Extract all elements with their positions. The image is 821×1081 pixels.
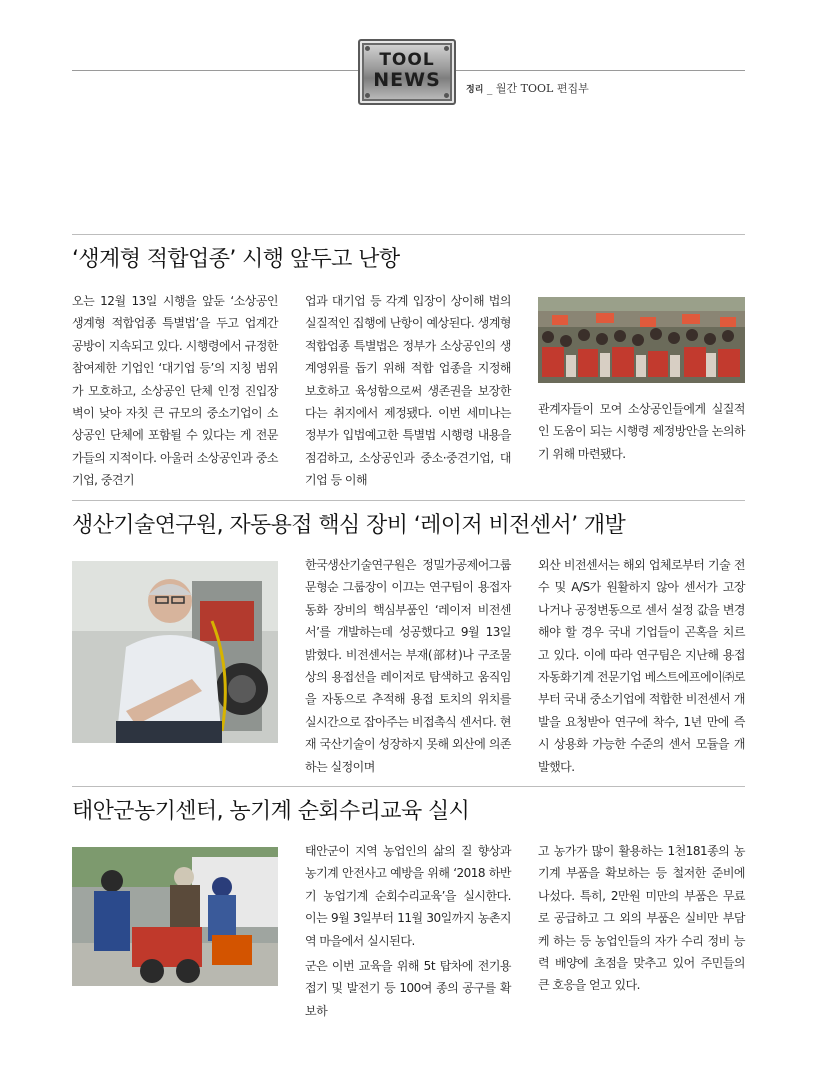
article-headline: ‘생계형 적합업종’ 시행 앞두고 난항 [72,247,400,272]
article-column: 태안군이 지역 농업인의 삶의 질 향상과 농기계 안전사고 예방을 위해 ‘2018 하반기 농업기계 순회수리교육’을 실시한다. 이는 9월 3일부터 11월 30일까지 농촌지역 마을에서 실시된다. [305,844,511,948]
researcher-with-equipment-image [72,561,278,743]
article-column: 오는 12월 13일 시행을 앞둔 ‘소상공인 생계형 적합업종 특별법’을 두고 업계간 공방이 지속되고 있다. 시행령에서 규정한 참여제한 기업인 ‘대기업 등’의 지칭 범위가 모호하고, 소상공인 단체 인정 진입장벽이 낮아 자칫 큰 규모의 중소기업이 소상공인 단체에 포함될 수 있다는 게 전문가들의 지적이다. 아울러 소상공인과 중소기업, 중견기 [72,294,278,488]
logo-text-news: NEWS [373,69,441,91]
article-column: 업과 대기업 등 각계 입장이 상이해 법의 실질적인 집행에 난항이 예상된다. 생계형 적합업종 특별법은 정부가 소상공인의 생계영위를 돕기 위해 적합 업종을 지정해 보호하고 육성함으로써 생존권을 보장한다는 취지에서 제정됐다. 이번 세미나는 정부가 입법예고한 특별법 시행령 내용을 점검하고, 소상공인과 중소·중견기업, 대기업 등 이해 [305,294,511,488]
protest-crowd-photo [538,297,745,383]
article-headline: 생산기술연구원, 자동용접 핵심 장비 ‘레이저 비전센서’ 개발 [72,513,626,538]
protest-crowd-image [538,297,745,383]
article-column: 관계자들이 모여 소상공인들에게 실질적인 도움이 되는 시행령 제정방안을 논의하기 위해 마련됐다. [538,402,745,461]
logo-bolt-icon [444,93,449,98]
editor-separator: _ [486,82,493,95]
logo-bolt-icon [444,46,449,51]
researcher-photo [72,561,278,743]
logo-text-tool: TOOL [379,50,435,70]
editor-label: 정리 [466,85,484,95]
logo-bolt-icon [365,93,370,98]
article-column: 외산 비전센서는 해외 업체로부터 기술 전수 및 A/S가 원활하지 않아 센서가 고장 나거나 공정변동으로 센서 설정 값을 변경해야 할 경우 국내 기업들이 곤혹을 치르고 있다. 이에 따라 연구팀은 지난해 용접자동화기계 전문기업 베스트에프에이㈜로부터 국내 중소기업에 적합한 비전센서 개발을 요청받아 연구에 착수, 1년 만에 즉시 상용화 가능한 수준의 센서 모듈을 개발했다. [538,558,745,774]
article-headline: 태안군농기센터, 농기계 순회수리교육 실시 [72,799,470,824]
section-divider [72,500,745,501]
section-divider [72,786,745,787]
editor-name: 월간 TOOL 편집부 [495,82,589,95]
article-column: 군은 이번 교육을 위해 5t 탑차에 전기용접기 및 발전기 등 100여 종의 공구를 확보하 [305,959,511,1018]
farm-machinery-photo [72,847,278,986]
farm-machinery-repair-image [72,847,278,986]
article-column: 한국생산기술연구원은 정밀가공제어그룹 문형순 그룹장이 이끄는 연구팀이 용접자동화 장비의 핵심부품인 ‘레이저 비전센서’를 개발하는데 성공했다고 9월 13일 밝혔다. 비전센서는 부재(部材)나 구조물 상의 용접선을 레이저로 탐색하고 움직임을 자동으로 추적해 용접 토치의 위치를 실시간으로 잡아주는 비접촉식 센서다. 현재 국산기술이 성장하지 못해 외산에 의존하는 실정이며 [305,558,511,774]
tool-news-logo [358,39,456,105]
editor-credit [466,80,589,96]
section-divider [72,234,745,235]
article-column: 고 농가가 많이 활용하는 1천181종의 농기계 부품을 확보하는 등 철저한 준비에 나섰다. 특히, 2만원 미만의 부품은 무료로 공급하고 그 외의 부품은 실비만 부담케 하는 등 농업인들의 자가 수리 정비 능력 배양에 초점을 맞추고 있어 주민들의 큰 호응을 얻고 있다. [538,844,745,993]
logo-bolt-icon [365,46,370,51]
